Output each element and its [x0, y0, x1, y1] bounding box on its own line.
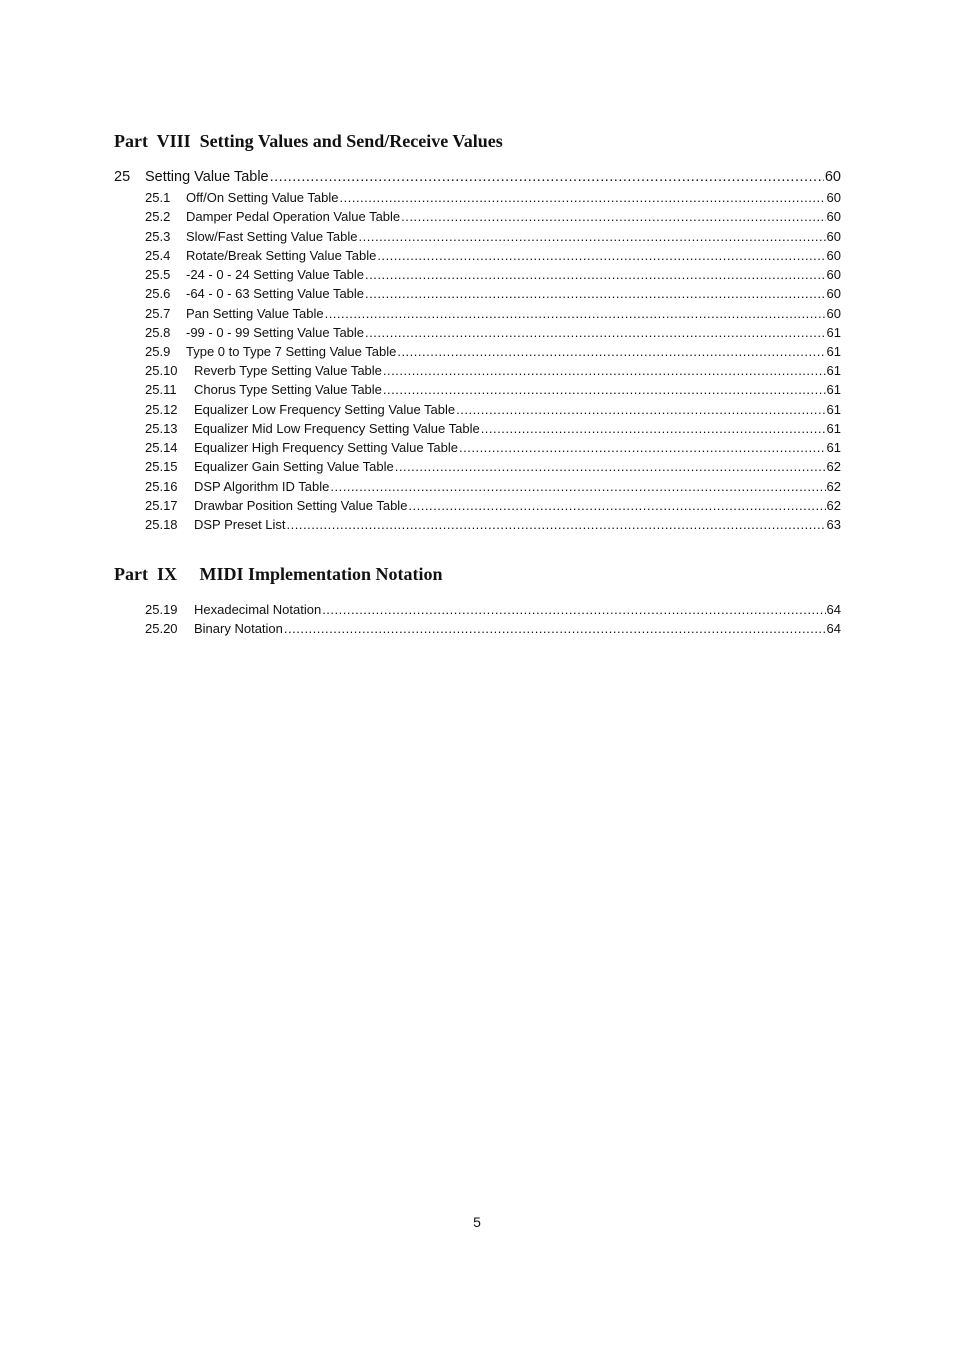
dot-leader [359, 229, 826, 244]
toc-entry-page: 62 [826, 459, 841, 474]
part-ix-heading: Part IX MIDI Implementation Notation [114, 564, 443, 584]
dot-leader [365, 286, 826, 301]
dot-leader [395, 459, 826, 474]
toc-entry-number: 25.11 [145, 382, 177, 397]
toc-entry-page: 61 [826, 402, 841, 417]
toc-entry-number: 25.4 [145, 248, 171, 263]
dot-leader [287, 517, 826, 532]
toc-entry-page: 64 [826, 621, 841, 636]
toc-entry-page: 64 [826, 602, 841, 617]
part-viii-heading: Part VIII Setting Values and Send/Receive Values [114, 131, 503, 151]
toc-entry-number: 25.10 [145, 363, 178, 378]
toc-entry-number: 25.1 [145, 190, 171, 205]
toc-entry[interactable] [145, 306, 841, 323]
toc-entry-title: Hexadecimal Notation [194, 602, 322, 617]
toc-entry-title: Off/On Setting Value Table [186, 190, 339, 205]
dot-leader [330, 479, 825, 494]
dot-leader [383, 363, 826, 378]
toc-entry[interactable] [145, 248, 841, 265]
toc-entry-title: -64 - 0 - 63 Setting Value Table [186, 286, 365, 301]
dot-leader [408, 498, 825, 513]
toc-entry-page: 60 [826, 190, 841, 205]
toc-entry-page: 61 [826, 382, 841, 397]
toc-entry-number: 25.5 [145, 267, 171, 282]
toc-chapter-25[interactable] [114, 169, 841, 187]
toc-entry-page: 60 [826, 286, 841, 301]
toc-entry-number: 25.19 [145, 602, 178, 617]
dot-leader [365, 325, 826, 340]
toc-entry-number: 25.12 [145, 402, 178, 417]
toc-entry-number: 25.16 [145, 479, 178, 494]
toc-entry[interactable] [145, 229, 841, 246]
toc-entry[interactable] [145, 402, 841, 419]
toc-entry-number: 25.8 [145, 325, 171, 340]
toc-entry-title: -99 - 0 - 99 Setting Value Table [186, 325, 365, 340]
toc-entry-title: Binary Notation [194, 621, 283, 636]
dot-leader [383, 382, 826, 397]
toc-entry[interactable] [145, 363, 841, 380]
dot-leader [325, 306, 826, 321]
toc-entry-title: Rotate/Break Setting Value Table [186, 248, 377, 263]
toc-chapter-number: 25 [114, 169, 131, 185]
dot-leader [459, 440, 826, 455]
toc-entry-title: DSP Preset List [194, 517, 286, 532]
toc-entry[interactable] [145, 382, 841, 399]
toc-entry-title: Reverb Type Setting Value Table [194, 363, 382, 378]
toc-entry-page: 62 [826, 479, 841, 494]
toc-entry-number: 25.7 [145, 306, 171, 321]
toc-entry-title: Damper Pedal Operation Value Table [186, 209, 401, 224]
dot-leader [377, 248, 825, 263]
toc-entry-page: 63 [826, 517, 841, 532]
toc-entry-page: 60 [826, 229, 841, 244]
toc-entry-title: Equalizer Low Frequency Setting Value Table [194, 402, 456, 417]
dot-leader [397, 344, 825, 359]
toc-entry[interactable] [145, 209, 841, 226]
toc-entry-title: -24 - 0 - 24 Setting Value Table [186, 267, 365, 282]
toc-entry-title: DSP Algorithm ID Table [194, 479, 330, 494]
dot-leader [481, 421, 826, 436]
toc-entry[interactable] [145, 440, 841, 457]
toc-entry-title: Pan Setting Value Table [186, 306, 324, 321]
toc-entry-page: 61 [826, 440, 841, 455]
dot-leader [322, 602, 825, 617]
toc-entry[interactable] [145, 344, 841, 361]
toc-entry-page: 62 [826, 498, 841, 513]
toc-entry-page: 60 [826, 248, 841, 263]
toc-entry[interactable] [145, 479, 841, 496]
page-number: 5 [473, 1214, 481, 1230]
toc-entry-number: 25.18 [145, 517, 178, 532]
toc-entry-page: 60 [826, 209, 841, 224]
toc-entry-page: 61 [826, 344, 841, 359]
toc-entry[interactable] [145, 286, 841, 303]
toc-entry[interactable] [145, 421, 841, 438]
dot-leader [340, 190, 826, 205]
toc-entry[interactable] [145, 267, 841, 284]
toc-entry-title: Drawbar Position Setting Value Table [194, 498, 408, 513]
toc-entry-title: Equalizer Gain Setting Value Table [194, 459, 394, 474]
toc-chapter-title: Setting Value Table [145, 169, 269, 185]
toc-entry-number: 25.14 [145, 440, 178, 455]
toc-entry-number: 25.13 [145, 421, 178, 436]
toc-entry-page: 60 [826, 306, 841, 321]
dot-leader [270, 169, 824, 185]
dot-leader [365, 267, 826, 282]
toc-entry-page: 60 [826, 267, 841, 282]
dot-leader [456, 402, 825, 417]
toc-entry-number: 25.6 [145, 286, 171, 301]
toc-entry-title: Equalizer Mid Low Frequency Setting Value Table [194, 421, 480, 436]
toc-entry-page: 61 [826, 325, 841, 340]
toc-entry-number: 25.15 [145, 459, 178, 474]
toc-entry-title: Chorus Type Setting Value Table [194, 382, 382, 397]
toc-entry[interactable] [145, 498, 841, 515]
toc-entry[interactable] [145, 459, 841, 476]
toc-entry-page: 61 [826, 363, 841, 378]
toc-entry-number: 25.9 [145, 344, 171, 359]
toc-entry-title: Type 0 to Type 7 Setting Value Table [186, 344, 397, 359]
toc-entry-title: Equalizer High Frequency Setting Value Table [194, 440, 459, 455]
toc-entry-number: 25.3 [145, 229, 171, 244]
toc-entry-page: 61 [826, 421, 841, 436]
toc-chapter-page: 60 [824, 169, 841, 185]
toc-entry-number: 25.17 [145, 498, 178, 513]
toc-entry[interactable] [145, 517, 841, 534]
toc-entry[interactable] [145, 325, 841, 342]
toc-entry[interactable] [145, 602, 841, 619]
toc-entry[interactable] [145, 190, 841, 207]
toc-entry[interactable] [145, 621, 841, 638]
toc-entry-number: 25.2 [145, 209, 171, 224]
dot-leader [401, 209, 825, 224]
dot-leader [284, 621, 826, 636]
toc-entry-number: 25.20 [145, 621, 178, 636]
toc-entry-title: Slow/Fast Setting Value Table [186, 229, 358, 244]
